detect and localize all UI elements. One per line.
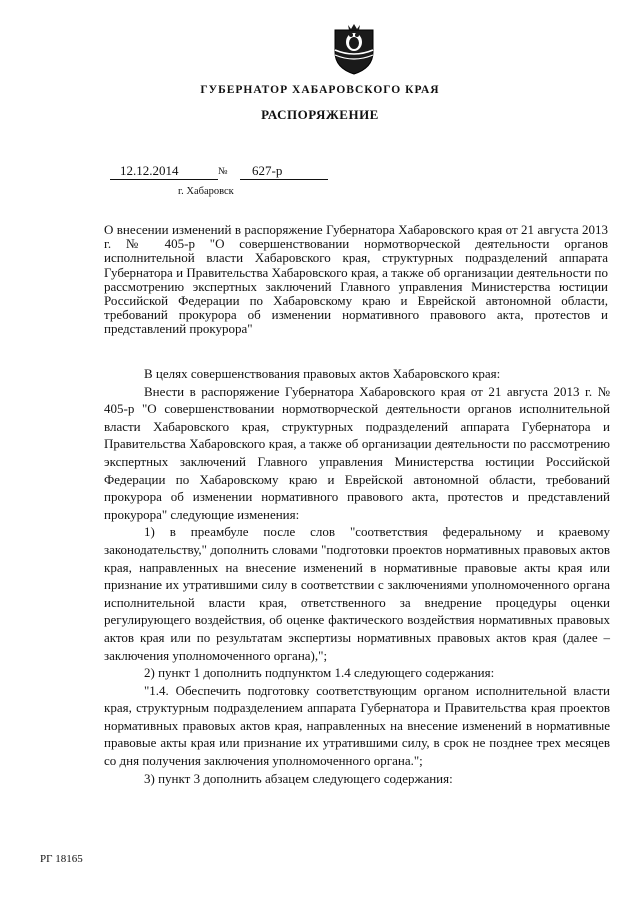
document-body	[104, 365, 610, 787]
body-paragraph: 1) в преамбуле после слов "соответствия федеральному и краевому законодательству," дополнить словами "подготовки проектов нормативных правовых актов края, направленных на внесение изменений в нормативные правовые акты края или признание их утратившими силу в соответствии с заключениями уполномоченного органа исполнительной власти края, ответственного за внедрение процедуры оценки регулирующего воздействия, об оценке фактического воздействия нормативных правовых актов края или по результатам экспертизы нормативных правовых актов края (далее – заключения уполномоченного органа),";	[104, 524, 610, 663]
body-paragraph: В целях совершенствования правовых актов Хабаровского края:	[144, 366, 501, 381]
issuing-authority: ГУБЕРНАТОР ХАБАРОВСКОГО КРАЯ	[200, 84, 440, 96]
document-type: РАСПОРЯЖЕНИЕ	[261, 107, 379, 122]
number-sign: №	[218, 166, 228, 177]
body-paragraph: 3) пункт 3 дополнить абзацем следующего содержания:	[144, 770, 453, 786]
body-paragraph: "1.4. Обеспечить подготовку соответствующим органом исполнительной власти края, структурным подразделением аппарата Губернатора и Правительства края проектов нормативных правовых актов края, направленных на внесение изменений в нормативные правовые акты края или признание их утратившими силу, в срок не позднее трех месяцев со дня получения заключения уполномоченного органа.";	[104, 682, 610, 769]
issue-city: г. Хабаровск	[178, 186, 234, 197]
registry-code: РГ 18165	[40, 853, 83, 865]
body-paragraph: Внести в распоряжение Губернатора Хабаровского края от 21 августа 2013 г. № 405-р "О совершенствовании нормотворческой деятельности органов исполнительной власти Хабаровского края, структурных подразделений аппарата Губернатора и Правительства Хабаровского края, а также об организации деятельности по рассмотрению экспертных заключений Главного управления Министерства юстиции Российской Федерации по Хабаровскому краю и Еврейской автономной области, требований прокурора об изменении нормативного правового акта, протестов и представлений прокурора" следующие изменения:	[104, 383, 610, 522]
document-number: 627-р	[240, 162, 328, 180]
khabarovsk-coat-of-arms-emblem	[331, 22, 377, 76]
document-subject: О внесении изменений в распоряжение Губернатора Хабаровского края от 21 августа 2013 г. № 405-р "О совершенствовании нормотворческой деятельности органов исполнительной власти Хабаровского края, структурных подразделений аппарата Губернатора и Правительства Хабаровского края, а также об организации деятельности по рассмотрению экспертных заключений Главного управления Министерства юстиции Российской Федерации по Хабаровскому краю и Еврейской автономной области, требований прокурора об изменении нормативного правового акта, протестов и представлений прокурора"	[104, 222, 608, 337]
document-date: 12.12.2014	[110, 162, 218, 180]
body-paragraph: 2) пункт 1 дополнить подпунктом 1.4 следующего содержания:	[144, 665, 495, 681]
